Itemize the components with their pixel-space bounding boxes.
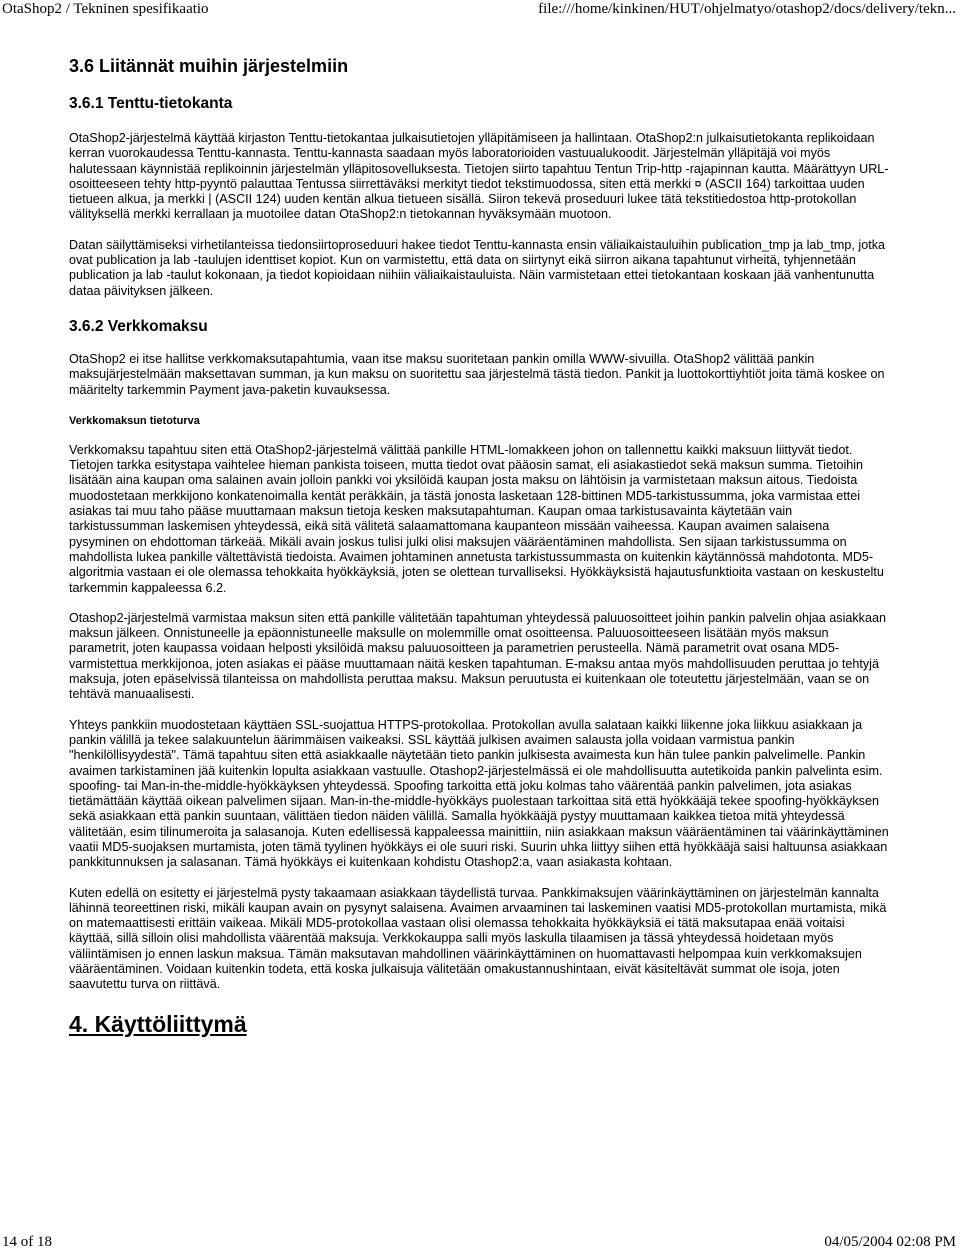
tenttu-paragraph-1: OtaShop2-järjestelmä käyttää kirjaston Tenttu-tietokantaa julkaisutietojen ylläpitämiseen ja hallintaan. OtaShop2:n julkaisutietokanta replikoidaan kerran vuorokaudessa Tenttu-kannasta. Tenttu-kannasta saadaan myös laboratorioiden vastuualukoodit. Järjestelmän ylläpitäjä voi myös halutessaan käynnistää replikoinnin järjestelmän ylläpitosovelluksesta. Tietojen siirto tapahtuu Tentun Trip-http -rajapinnan kautta. Määrättyyn URL-osoitteeseen tehty http-pyyntö palauttaa Tentussa siirrettäväksi merkityt tiedot tekstimuodossa, siten että merkki ¤ (ASCII 164) tarkoittaa uuden tietueen alkua, ja merkki | (ASCII 124) uuden kentän alkua tietueen sisällä. Siiron tekevä proseduuri lukee tätä tekstitiedostoa http-protokollan välityksellä merkki kerrallaan ja muotoilee datan OtaShop2:n tietokannan hyväksymään muotoon. [69, 131, 889, 222]
document-title: OtaShop2 / Tekninen spesifikaatio [2, 1, 209, 17]
browser-print-header [0, 0, 960, 22]
section-heading-3-6-1: 3.6.1 Tenttu-tietokanta [69, 95, 233, 112]
verkkomaksu-paragraph-3: Otashop2-järjestelmä varmistaa maksun siten että pankille välitetään tapahtuman yhteydessä paluuosoitteet joihin pankin palvelin ohjaa asiakkaan maksun jälkeen. Onnistuneelle ja epäonnistuneelle maksulle on molemmille omat osoitteensa. Paluuosoitteeseen lisätään myös maksun parametrit, joten kaupassa voidaan helposti yksilöidä maksu paluuosoitteen ja parametrien perusteella. Nämä parametrit ovat osana MD5-varmistettua merkkijonoa, joten asiakas ei pääse muuttamaan näitä kesken tapahtuman. E-maksu antaa myös mahdollisuuden peruttaa jo tehtyjä maksuja, joten epäselvissä tilanteissa on mahdollista peruttaa maksu. Maksun peruutusta ei kuitenkaan ole toteutettu järjestelmään, vaan se on tehtävä manuaalisesti. [69, 610, 886, 702]
verkkomaksu-paragraph-1: OtaShop2 ei itse hallitse verkkomaksutapahtumia, vaan itse maksu suoritetaan pankin omilla WWW-sivuilla. OtaShop2 välittää pankin maksujärjestelmään maksettavan summan, ja kun maksu on suoritettu saa järjestelmä tästä tiedon. Pankit ja luottokorttiyhtiöt joita tämä koskee on määritelty tarkemmin Payment java-paketin kuvauksessa. [69, 351, 885, 397]
subheading-verkkomaksun-tietoturva: Verkkomaksun tietoturva [69, 414, 200, 427]
document-path: file:///home/kinkinen/HUT/ohjelmatyo/otashop2/docs/delivery/tekn... [538, 1, 956, 17]
section-heading-3-6-2: 3.6.2 Verkkomaksu [69, 317, 208, 335]
browser-print-footer [0, 1234, 960, 1253]
section-heading-3-6: 3.6 Liitännät muihin järjestelmiin [69, 56, 349, 76]
document-body [69, 55, 889, 1038]
chapter-heading-4: 4. Käyttöliittymä [69, 1010, 247, 1037]
verkkomaksu-paragraph-5: Kuten edellä on esitetty ei järjestelmä pysty takaamaan asiakkaan täydellistä turvaa. Pankkimaksujen väärinkäyttäminen on järjestelmän kannalta lähinnä teoreettinen riski, mikäli kaupan avain on pysynyt salaisena. Avaimen arvaaminen tai laskeminen vaatisi MD5-protokollan murtamista, mikä on matemaattisesti erittäin vaikeaa. Mikäli MD5-protokollaa vastaan olisi olemassa tehokkaita hyökkäyksiä ei tätä maksutapaa enää voitaisi käyttää, sillä silloin olisi mahdollista väärentää maksuja. Verkkokauppa salli myös laskulla tilaamisen ja tässä yhteydessä hoidetaan myös väliintämisen jo ennen laskun maksua. Tämän maksutavan mahdollinen väärinkäyttäminen on huomattavasti helpompaa kuin verkkomaksujen vääräentäminen. Voidaan kuitenkin todeta, että koska julkaisuja välitetään omakustannushintaan, eivät käsiteltävät summat ole isoja, joten saavutettu turva on riittävä. [69, 885, 887, 992]
tenttu-paragraph-2: Datan säilyttämiseksi virhetilanteissa tiedonsiirtoproseduuri hakee tiedot Tenttu-kannasta ensin väliaikaistauluihin publication_tmp ja lab_tmp, jotka ovat publication ja lab -taulujen identtiset kopiot. Kun on varmistettu, että data on siirtynyt eikä siirron aikana tapahtunut virheitä, tyhjennetään publication ja lab -taulut kokonaan, ja tiedot kopioidaan niihiin väliaikaistauluista. Näin varmistetaan ettei tietokantaan koskaan jää vanhentunutta dataa päivityksen jälkeen. [69, 237, 886, 298]
verkkomaksu-paragraph-2: Verkkomaksu tapahtuu siten että OtaShop2-järjestelmä välittää pankille HTML-lomakkeen johon on tallennettu kaikki maksuun liittyvät tiedot. Tietojen tarkka esitystapa vaihtelee hieman pankista toiseen, mutta tiedot ovat pääosin samat, eli asiakastiedot sekä maksun summa. Tietoihin lisätään aina kaupan oma salainen avain jolloin pankki voi yksilöidä kaupan josta maksu on lähtöisin ja varmistetaan maksun aitous. Tiedoista muodostetaan merkkijono konkatenoimalla kentät peräkkäin, ja tästä jonosta lasketaan 128-bittinen MD5-tarkistussumma, joka varmistaa ettei asiakas tai muu taho pääse muuttamaan maksun tietoja kesken maksutapahtuman. Kaupan omaa tarkistusavainta käytetään vain tarkistussumman laskemisen yhteydessä, eikä sitä välitetä salaamattomana kaupanteon missään vaiheessa. Kaupan avaimen salaisena pysyminen on ehdottoman tärkeää. Mikäli avain joskus tulisi julki olisi maksujen vääräentäminen mahdollista. Sen sijaan tarkistussumma on mahdollista lukea pankille vältettävistä tiedoista. Avaimen johtaminen annetusta tarkistussummasta on kuitenkin käytännössä mahdotonta. MD5-algoritmia vastaan ei ole olemassa tehokkaita hyökkäyksiä, joten se olettean turvalliseksi. Hyökkäyksistä hajautusfunktioita vastaan on keskusteltu tarkemmin kappaleessa 6.2. [69, 442, 884, 595]
print-datetime: 04/05/2004 02:08 PM [824, 1234, 956, 1250]
page-number: 14 of 18 [2, 1234, 52, 1250]
verkkomaksu-paragraph-4: Yhteys pankkiin muodostetaan käyttäen SSL-suojattua HTTPS-protokollaa. Protokollan avulla salataan kaikki liikenne joka liikkuu asiakkaan ja pankin välillä ja tekee salakuuntelun äärimmäisen vaikeaksi. SSL käyttää julkisen avaimen salausta jolla voidaan varmistua pankin "henkilöllisyydestä". Tämä tapahtuu siten että asiakkaalle näytetään tieto pankin julkisesta avaimesta kun hän tulee pankin palvelimelle. Pankin avaimen tarkistaminen jää kuitenkin lopulta asiakkaan vastuulle. Otashop2-järjestelmässä ei ole mahdollisuutta autetikoida pankin palvelinta esim. spoofing- tai Man-in-the-middle-hyökkäyksen yhteydessä. Spoofing tarkoitta että joku kolmas taho väärentää pankin palvelimen, jota asiakas tietämättään käyttää oikean palvelimen sijaan. Man-in-the-middle-hyökkäys puolestaan tarkoittaa sitä että hyökkääjä tekee spoofing-hyökkäyksen sekä asiakkaan että pankin suuntaan, välittäen tiedon näiden välillä. Samalla hyökkääjä pystyy muuttamaan kaikkea tietoa mitä yhteydessä välitetään, esim tilinumeroita ja salasanoja. Kuten edellisessä kappaleessa mainittiin, niin asiakkaan maksun vääräentäminen tai väärinkäyttäminen vaatii MD5-suojaksen murtamista, joten tämä tyylinen hyökkäys ei ole suuri riski. Suurin uhka liittyy siihen että hyökkääjä saisi haltuunsa asiakkaan pankkitunnuksen ja salasanan. Tämä hyökkäys ei kuitenkaan kohdistu Otashop2:a, vaan asiakasta kohtaan. [69, 717, 889, 870]
